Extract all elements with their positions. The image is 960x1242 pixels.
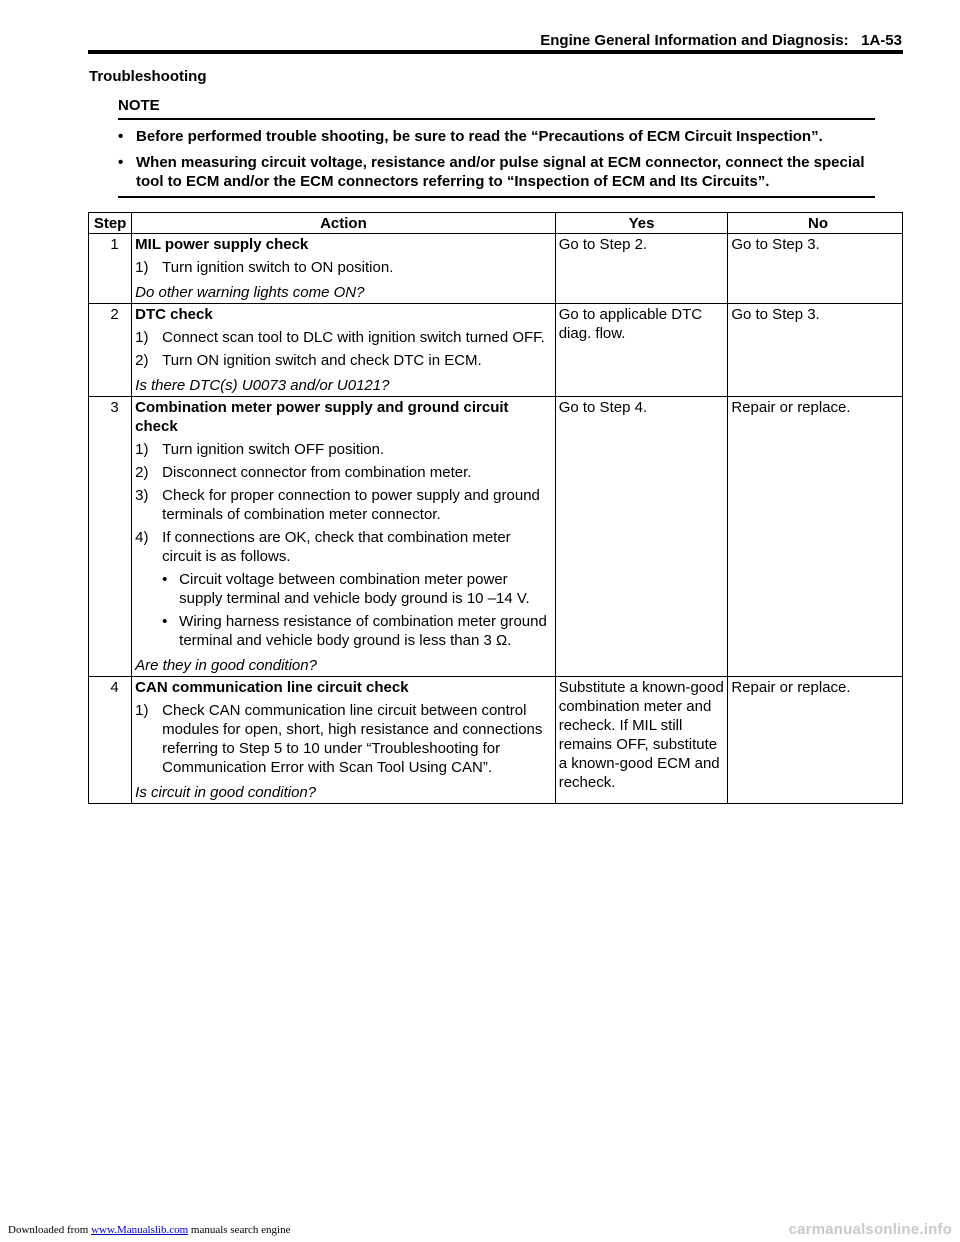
action-cell [132, 234, 556, 304]
header-step: Step [89, 213, 132, 234]
step-question: Is circuit in good condition? [135, 784, 317, 801]
table-header-row [89, 213, 903, 234]
step-title: MIL power supply check [135, 236, 309, 253]
note-bottom-rule [118, 196, 875, 198]
step-title: DTC check [135, 306, 213, 323]
note-label: NOTE [118, 97, 160, 114]
header-rule [88, 50, 903, 54]
step-number: 4 [89, 677, 132, 804]
running-header [540, 32, 902, 49]
table-row [89, 304, 903, 397]
action-step: 1) Turn ignition switch to ON position. [135, 259, 394, 276]
yes-cell: Substitute a known-good combination meter and recheck. If MIL still remains OFF, substitute a known-good ECM and recheck. [555, 677, 728, 804]
step-number: 3 [89, 397, 132, 677]
no-cell: Go to Step 3. [728, 304, 903, 397]
action-cell [132, 677, 556, 804]
header-yes: Yes [555, 213, 728, 234]
header-action: Action [132, 213, 556, 234]
troubleshooting-table [88, 212, 903, 804]
table-row [89, 234, 903, 304]
action-steps [135, 440, 552, 650]
download-footer [8, 1224, 290, 1236]
sub-item: • Wiring harness resistance of combination meter ground terminal and vehicle body ground is less than 3 Ω. [162, 613, 547, 649]
section-title: Troubleshooting [89, 68, 207, 85]
no-cell: Repair or replace. [728, 677, 903, 804]
note-box [118, 97, 875, 198]
no-cell: Repair or replace. [728, 397, 903, 677]
header-title: Engine General Information and Diagnosis: [540, 32, 849, 49]
sub-item: • Circuit voltage between combination meter power supply terminal and vehicle body ground is 10 –14 V. [162, 571, 530, 607]
note-list [118, 127, 875, 191]
action-steps [135, 701, 552, 777]
note-top-rule [118, 118, 875, 120]
header-no: No [728, 213, 903, 234]
note-item-text: When measuring circuit voltage, resistance and/or pulse signal at ECM connector, connect the special tool to ECM and/or the ECM connectors referring to “Inspection of ECM and Its Circuits”. [136, 154, 865, 190]
bullet-icon: • [162, 571, 168, 588]
sub-items [162, 570, 552, 650]
note-item-text: Before performed trouble shooting, be sure to read the “Precautions of ECM Circuit Inspection”. [136, 128, 823, 145]
note-item [118, 153, 875, 191]
action-step: 1) Turn ignition switch OFF position. [135, 441, 385, 458]
action-cell [132, 304, 556, 397]
table-row [89, 397, 903, 677]
no-cell: Go to Step 3. [728, 234, 903, 304]
action-step: 1) Check CAN communication line circuit between control modules for open, short, high resistance and connections referring to Step 5 to 10 under “Troubleshooting for Communication Error with Scan Tool Using CAN”. [135, 702, 543, 776]
table-row [89, 677, 903, 804]
manualslib-link[interactable]: www.Manualslib.com [91, 1224, 189, 1236]
step-question: Are they in good condition? [135, 657, 317, 674]
action-step: 1) Connect scan tool to DLC with ignition switch turned OFF. [135, 329, 545, 346]
step-number: 2 [89, 304, 132, 397]
action-steps [135, 258, 552, 277]
action-cell [132, 397, 556, 677]
footer-prefix: Downloaded from [8, 1224, 89, 1236]
action-steps [135, 328, 552, 370]
step-number: 1 [89, 234, 132, 304]
step-title: Combination meter power supply and ground circuit check [135, 399, 509, 435]
action-step: 2) Disconnect connector from combination meter. [135, 464, 472, 481]
watermark: carmanualsonline.info [788, 1221, 952, 1238]
step-question: Is there DTC(s) U0073 and/or U0121? [135, 377, 390, 394]
note-item [118, 127, 875, 146]
bullet-icon: • [118, 154, 124, 171]
yes-cell: Go to Step 4. [555, 397, 728, 677]
step-question: Do other warning lights come ON? [135, 284, 365, 301]
yes-cell: Go to applicable DTC diag. flow. [555, 304, 728, 397]
footer-suffix: manuals search engine [190, 1224, 291, 1236]
yes-cell: Go to Step 2. [555, 234, 728, 304]
action-step: 2) Turn ON ignition switch and check DTC in ECM. [135, 352, 482, 369]
step-title: CAN communication line circuit check [135, 679, 409, 696]
action-step: 3) Check for proper connection to power supply and ground terminals of combination meter connector. [135, 487, 540, 523]
action-step: 4) If connections are OK, check that combination meter circuit is as follows. • Circuit voltage between combination meter power supply terminal and vehicle body ground is 10 –14 V. • Wiring harness resistance of combination meter ground terminal and vehicle body ground is less than 3 Ω. [135, 528, 552, 650]
bullet-icon: • [118, 128, 124, 145]
bullet-icon: • [162, 613, 168, 630]
page-number: 1A-53 [861, 32, 902, 49]
